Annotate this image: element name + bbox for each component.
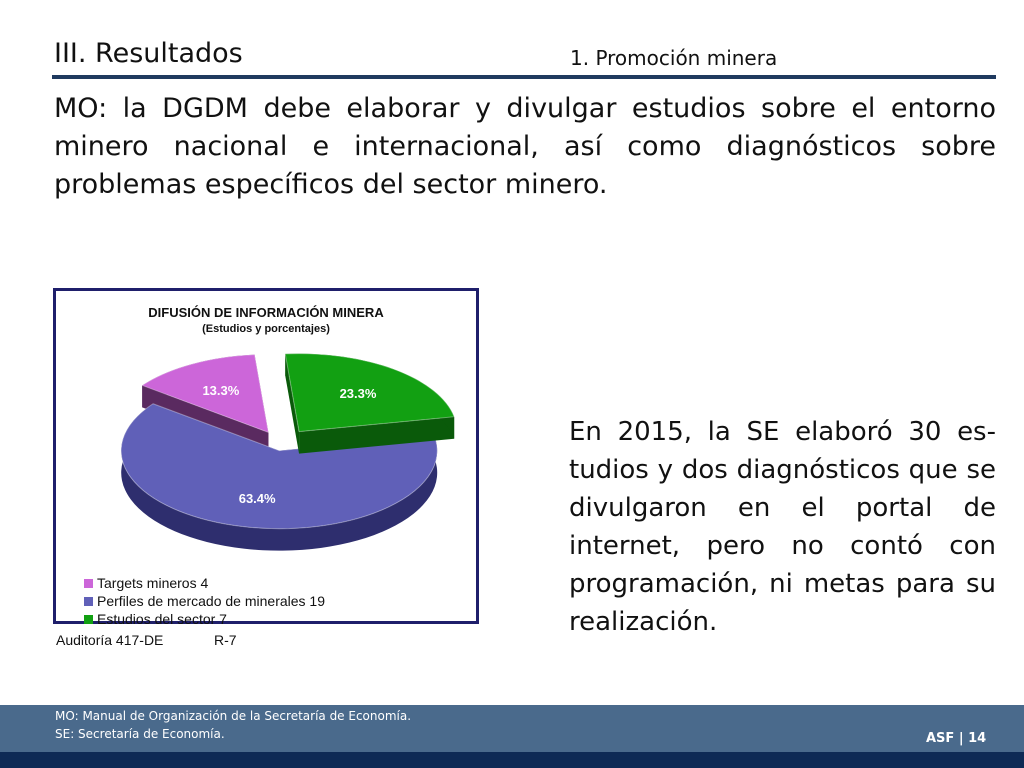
pie-slice [285, 354, 454, 454]
legend-item [84, 592, 325, 610]
legend-item [84, 574, 325, 592]
pie-chart-canvas [56, 291, 476, 621]
pie-slice-label: 13.3% [202, 383, 240, 399]
chart-subtitle: (Estudios y porcentajes) [202, 323, 330, 335]
chart-title: DIFUSIÓN DE INFORMACIÓN MINERA [148, 305, 384, 320]
legend-label: Targets mineros 4 [97, 575, 209, 591]
footer-bottom-bar [0, 752, 1024, 768]
pie-slice-label: 63.4% [238, 490, 276, 506]
legend-label: Perfiles de mercado de minerales 19 [97, 593, 326, 609]
title-rule [52, 75, 996, 79]
pie-chart [53, 288, 479, 627]
legend-swatch [84, 579, 93, 588]
source-code: R-7 [214, 632, 237, 648]
legend-label: Estudios del sector 7 [97, 611, 227, 627]
body-paragraph: En 2015, la SE elaboró 30 es-tudios y dos diagnósticos que se divulgaron en el portal de internet, pero no contó con programación, ni metas para su realización. [569, 417, 996, 637]
footnote-mo: MO: Manual de Organización de la Secretaría de Economía. [55, 709, 412, 723]
page-label: ASF | 14 [926, 731, 987, 746]
section-title: III. Resultados [54, 38, 243, 69]
pie-slice-label: 23.3% [339, 386, 377, 402]
source-note: Auditoría 417-DE [56, 632, 164, 648]
chart-legend [84, 574, 325, 628]
legend-swatch [84, 615, 93, 624]
footnote-se: SE: Secretaría de Economía. [55, 727, 225, 741]
intro-paragraph: MO: la DGDM debe elaborar y divulgar estudios sobre el entorno minero nacional e internacional, así como diagnósticos sobre problemas específicos del sector minero. [54, 93, 996, 200]
legend-swatch [84, 597, 93, 606]
legend-item [84, 610, 325, 628]
subsection-title: 1. Promoción minera [570, 46, 778, 70]
